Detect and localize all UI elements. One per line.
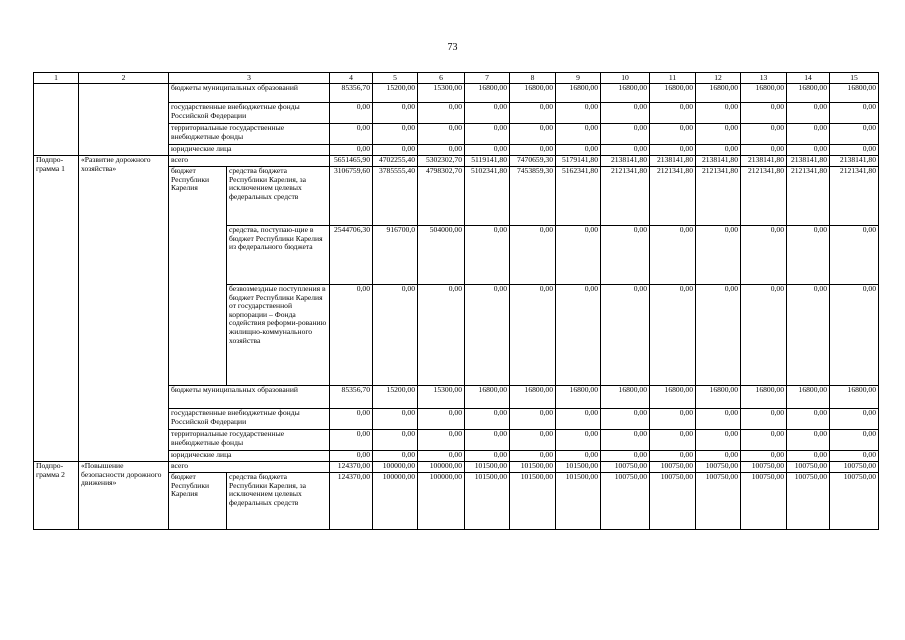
- value-cell: 0,00: [418, 103, 465, 124]
- value-cell: 0,00: [510, 145, 556, 156]
- subprogram-title: «Развитие дорожного хозяйства»: [79, 156, 169, 462]
- table-row: [34, 462, 879, 473]
- value-cell: 2138141,80: [696, 156, 741, 167]
- value-cell: 2121341,80: [787, 167, 830, 226]
- source-label: средства, поступаю-щие в бюджет Республики Карелия из федерального бюджета: [227, 226, 330, 285]
- value-cell: 0,00: [741, 145, 787, 156]
- value-cell: 16800,00: [696, 84, 741, 103]
- value-cell: 4702255,40: [373, 156, 418, 167]
- value-cell: 15300,00: [418, 84, 465, 103]
- value-cell: 100750,00: [650, 462, 696, 473]
- value-cell: 100750,00: [830, 462, 879, 473]
- value-cell: 0,00: [741, 409, 787, 430]
- value-cell: 0,00: [650, 145, 696, 156]
- value-cell: 0,00: [465, 124, 510, 145]
- value-cell: 100000,00: [373, 473, 418, 530]
- value-cell: 0,00: [787, 430, 830, 451]
- col-header: 2: [79, 73, 169, 84]
- value-cell: 0,00: [330, 285, 373, 386]
- value-cell: 16800,00: [787, 84, 830, 103]
- value-cell: 0,00: [330, 430, 373, 451]
- value-cell: 0,00: [510, 285, 556, 386]
- value-cell: 101500,00: [465, 473, 510, 530]
- value-cell: 0,00: [556, 409, 601, 430]
- value-cell: 0,00: [830, 103, 879, 124]
- value-cell: 2138141,80: [601, 156, 650, 167]
- value-cell: 0,00: [556, 430, 601, 451]
- value-cell: 0,00: [696, 226, 741, 285]
- value-cell: 4798302,70: [418, 167, 465, 226]
- value-cell: 0,00: [650, 226, 696, 285]
- value-cell: 15200,00: [373, 386, 418, 409]
- budget-label: бюджет Республики Карелия: [169, 473, 227, 530]
- source-label: бюджеты муниципальных образований: [169, 84, 330, 103]
- value-cell: 16800,00: [787, 386, 830, 409]
- value-cell: 0,00: [510, 409, 556, 430]
- col-header: 5: [373, 73, 418, 84]
- value-cell: 0,00: [510, 451, 556, 462]
- value-cell: 3106759,60: [330, 167, 373, 226]
- value-cell: 0,00: [787, 285, 830, 386]
- value-cell: 100750,00: [650, 473, 696, 530]
- value-cell: 5179141,80: [556, 156, 601, 167]
- value-cell: 0,00: [373, 285, 418, 386]
- col-header: 15: [830, 73, 879, 84]
- value-cell: 0,00: [601, 430, 650, 451]
- value-cell: 0,00: [556, 451, 601, 462]
- value-cell: 0,00: [601, 285, 650, 386]
- header-row: [34, 73, 879, 84]
- value-cell: 5651465,90: [330, 156, 373, 167]
- value-cell: 0,00: [741, 124, 787, 145]
- value-cell: 0,00: [787, 145, 830, 156]
- value-cell: 0,00: [601, 451, 650, 462]
- value-cell: 0,00: [741, 226, 787, 285]
- value-cell: 7453859,30: [510, 167, 556, 226]
- value-cell: 100750,00: [696, 473, 741, 530]
- value-cell: 101500,00: [510, 473, 556, 530]
- value-cell: 100000,00: [373, 462, 418, 473]
- value-cell: 16800,00: [741, 386, 787, 409]
- value-cell: 16800,00: [601, 386, 650, 409]
- value-cell: 0,00: [830, 409, 879, 430]
- value-cell: 101500,00: [465, 462, 510, 473]
- value-cell: 2121341,80: [741, 167, 787, 226]
- value-cell: 3785555,40: [373, 167, 418, 226]
- value-cell: 0,00: [418, 124, 465, 145]
- value-cell: 0,00: [465, 226, 510, 285]
- value-cell: 0,00: [741, 451, 787, 462]
- value-cell: 0,00: [465, 285, 510, 386]
- value-cell: 0,00: [650, 409, 696, 430]
- value-cell: 16800,00: [696, 386, 741, 409]
- value-cell: 0,00: [373, 145, 418, 156]
- col-header: 8: [510, 73, 556, 84]
- value-cell: 16800,00: [830, 386, 879, 409]
- source-label: юридические лица: [169, 451, 330, 462]
- source-label: государственные внебюджетные фонды Российской Федерации: [169, 103, 330, 124]
- value-cell: 124370,00: [330, 462, 373, 473]
- value-cell: 2121341,80: [830, 167, 879, 226]
- value-cell: 16800,00: [650, 386, 696, 409]
- value-cell: 0,00: [741, 430, 787, 451]
- col-header: 4: [330, 73, 373, 84]
- value-cell: 85356,70: [330, 386, 373, 409]
- value-cell: 100750,00: [787, 473, 830, 530]
- value-cell: 0,00: [601, 124, 650, 145]
- value-cell: 0,00: [830, 451, 879, 462]
- value-cell: 0,00: [510, 226, 556, 285]
- value-cell: 85356,70: [330, 84, 373, 103]
- subprogram-title: «Повышение безопасности дорожного движения»: [79, 462, 169, 530]
- value-cell: 0,00: [696, 451, 741, 462]
- col-header: 14: [787, 73, 830, 84]
- value-cell: 0,00: [510, 103, 556, 124]
- continuation-cell: [34, 84, 79, 156]
- value-cell: 0,00: [650, 124, 696, 145]
- value-cell: 2138141,80: [650, 156, 696, 167]
- value-cell: 100750,00: [830, 473, 879, 530]
- source-label: территориальные государственные внебюджетные фонды: [169, 430, 330, 451]
- value-cell: 0,00: [696, 409, 741, 430]
- source-label: бюджеты муниципальных образований: [169, 386, 330, 409]
- value-cell: 0,00: [830, 226, 879, 285]
- value-cell: 100750,00: [741, 462, 787, 473]
- value-cell: 0,00: [650, 103, 696, 124]
- subprogram-number: Подпро-грамма 1: [34, 156, 79, 462]
- value-cell: 16800,00: [601, 84, 650, 103]
- value-cell: 2138141,80: [830, 156, 879, 167]
- value-cell: 0,00: [465, 409, 510, 430]
- value-cell: 0,00: [830, 145, 879, 156]
- value-cell: 0,00: [830, 430, 879, 451]
- value-cell: 16800,00: [556, 386, 601, 409]
- value-cell: 101500,00: [556, 473, 601, 530]
- source-label: всего: [169, 156, 330, 167]
- source-label: средства бюджета Республики Карелия, за исключением целевых федеральных средств: [227, 167, 330, 226]
- value-cell: 0,00: [650, 285, 696, 386]
- value-cell: 0,00: [601, 226, 650, 285]
- col-header: 9: [556, 73, 601, 84]
- value-cell: 0,00: [373, 409, 418, 430]
- value-cell: 5302302,70: [418, 156, 465, 167]
- value-cell: 0,00: [696, 285, 741, 386]
- value-cell: 0,00: [650, 430, 696, 451]
- value-cell: 0,00: [418, 409, 465, 430]
- value-cell: 0,00: [556, 226, 601, 285]
- value-cell: 16800,00: [650, 84, 696, 103]
- value-cell: 0,00: [696, 124, 741, 145]
- value-cell: 0,00: [556, 285, 601, 386]
- value-cell: 0,00: [787, 124, 830, 145]
- value-cell: 0,00: [787, 103, 830, 124]
- source-label: безвозмездные поступления в бюджет Республики Карелия от государственной корпорации – Фонда содействия реформи-рованию жилищно-коммунального хозяйства: [227, 285, 330, 386]
- value-cell: 5119141,80: [465, 156, 510, 167]
- value-cell: 0,00: [373, 451, 418, 462]
- continuation-cell: [79, 84, 169, 156]
- value-cell: 0,00: [601, 103, 650, 124]
- value-cell: 0,00: [465, 103, 510, 124]
- value-cell: 16800,00: [465, 84, 510, 103]
- value-cell: 0,00: [330, 409, 373, 430]
- value-cell: 16800,00: [741, 84, 787, 103]
- value-cell: 0,00: [601, 409, 650, 430]
- value-cell: 2121341,80: [650, 167, 696, 226]
- value-cell: 2121341,80: [601, 167, 650, 226]
- table-row: [34, 156, 879, 167]
- value-cell: 0,00: [696, 103, 741, 124]
- value-cell: 101500,00: [510, 462, 556, 473]
- value-cell: 0,00: [601, 145, 650, 156]
- value-cell: 0,00: [696, 430, 741, 451]
- value-cell: 101500,00: [556, 462, 601, 473]
- value-cell: 0,00: [418, 451, 465, 462]
- value-cell: 0,00: [330, 124, 373, 145]
- value-cell: 0,00: [696, 145, 741, 156]
- value-cell: 15200,00: [373, 84, 418, 103]
- value-cell: 0,00: [556, 124, 601, 145]
- table-row: [34, 84, 879, 103]
- value-cell: 16800,00: [556, 84, 601, 103]
- value-cell: 2138141,80: [741, 156, 787, 167]
- value-cell: 0,00: [830, 124, 879, 145]
- value-cell: 5102341,80: [465, 167, 510, 226]
- value-cell: 7470659,30: [510, 156, 556, 167]
- value-cell: 0,00: [418, 285, 465, 386]
- value-cell: 16800,00: [510, 84, 556, 103]
- value-cell: 16800,00: [465, 386, 510, 409]
- value-cell: 0,00: [510, 124, 556, 145]
- col-header: 6: [418, 73, 465, 84]
- value-cell: 0,00: [556, 145, 601, 156]
- value-cell: 0,00: [741, 103, 787, 124]
- value-cell: 0,00: [330, 145, 373, 156]
- value-cell: 0,00: [741, 285, 787, 386]
- value-cell: 100750,00: [787, 462, 830, 473]
- value-cell: 0,00: [465, 451, 510, 462]
- source-label: территориальные государственные внебюджетные фонды: [169, 124, 330, 145]
- budget-label: бюджет Республики Карелия: [169, 167, 227, 386]
- value-cell: 5162341,80: [556, 167, 601, 226]
- value-cell: 2138141,80: [787, 156, 830, 167]
- value-cell: 0,00: [373, 124, 418, 145]
- value-cell: 16800,00: [510, 386, 556, 409]
- value-cell: 0,00: [787, 226, 830, 285]
- source-label: юридические лица: [169, 145, 330, 156]
- value-cell: 100750,00: [696, 462, 741, 473]
- col-header: 11: [650, 73, 696, 84]
- value-cell: 100000,00: [418, 473, 465, 530]
- value-cell: 15300,00: [418, 386, 465, 409]
- value-cell: 0,00: [787, 451, 830, 462]
- col-header: 7: [465, 73, 510, 84]
- subprogram-number: Подпро-грамма 2: [34, 462, 79, 530]
- source-label: всего: [169, 462, 330, 473]
- value-cell: 0,00: [556, 103, 601, 124]
- value-cell: 0,00: [418, 145, 465, 156]
- value-cell: 100000,00: [418, 462, 465, 473]
- value-cell: 0,00: [465, 145, 510, 156]
- value-cell: 0,00: [373, 430, 418, 451]
- budget-table: [33, 72, 879, 530]
- value-cell: 100750,00: [741, 473, 787, 530]
- col-header: 3: [169, 73, 330, 84]
- source-label: государственные внебюджетные фонды Российской Федерации: [169, 409, 330, 430]
- page-number: 73: [447, 42, 458, 53]
- value-cell: 100750,00: [601, 462, 650, 473]
- value-cell: 504000,00: [418, 226, 465, 285]
- value-cell: 2544706,30: [330, 226, 373, 285]
- value-cell: 0,00: [830, 285, 879, 386]
- source-label: средства бюджета Республики Карелия, за исключением целевых федеральных средств: [227, 473, 330, 530]
- value-cell: 0,00: [373, 103, 418, 124]
- value-cell: 100750,00: [601, 473, 650, 530]
- value-cell: 124370,00: [330, 473, 373, 530]
- col-header: 13: [741, 73, 787, 84]
- value-cell: 0,00: [418, 430, 465, 451]
- value-cell: 916700,0: [373, 226, 418, 285]
- value-cell: 2121341,80: [696, 167, 741, 226]
- col-header: 10: [601, 73, 650, 84]
- value-cell: 0,00: [330, 451, 373, 462]
- value-cell: 0,00: [465, 430, 510, 451]
- value-cell: 0,00: [787, 409, 830, 430]
- value-cell: 16800,00: [830, 84, 879, 103]
- value-cell: 0,00: [330, 103, 373, 124]
- value-cell: 0,00: [650, 451, 696, 462]
- col-header: 1: [34, 73, 79, 84]
- col-header: 12: [696, 73, 741, 84]
- value-cell: 0,00: [510, 430, 556, 451]
